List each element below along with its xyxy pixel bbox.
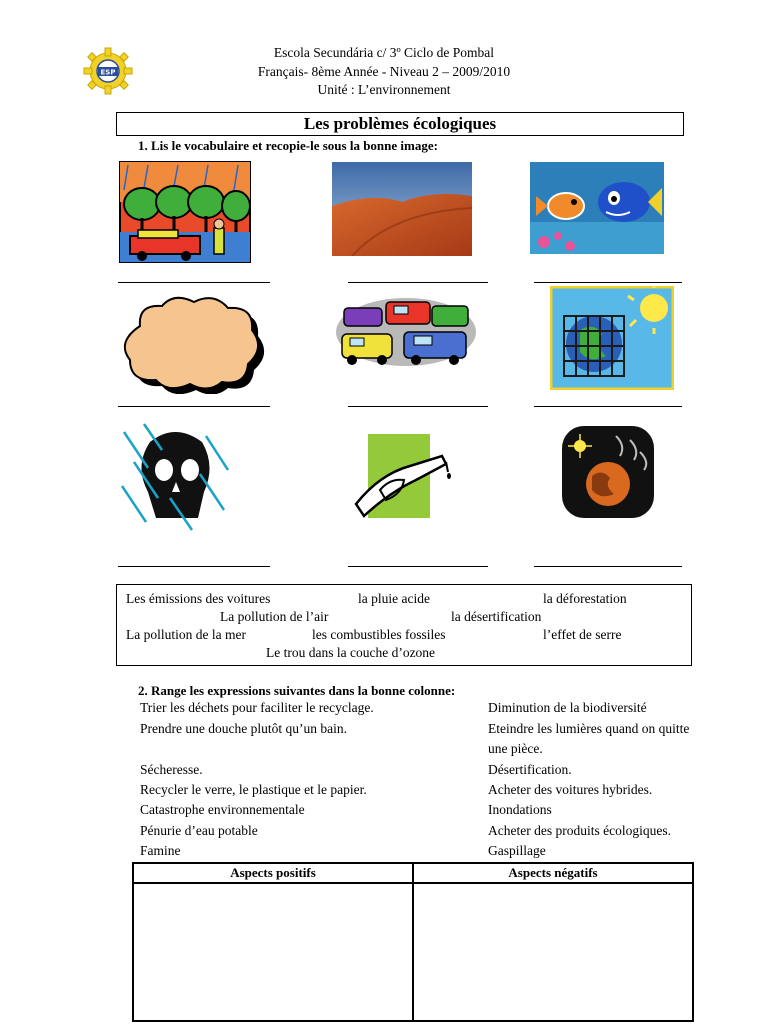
aspects-table <box>132 862 694 1022</box>
exercise2-instruction: 2. Range les expressions suivantes dans la bonne colonne: <box>138 683 456 698</box>
expression-item: Désertification. <box>488 762 572 777</box>
vocab-item: la déforestation <box>543 591 627 606</box>
greenhouse-globe-icon <box>550 286 674 390</box>
answer-blank-9[interactable] <box>534 566 682 567</box>
acid-rain-skull-icon <box>120 422 230 532</box>
expression-item: Catastrophe environnementale <box>140 802 305 817</box>
deforestation-icon <box>118 160 252 264</box>
traffic-jam-icon <box>334 294 478 372</box>
page-title: Les problèmes écologiques <box>116 112 684 136</box>
expression-item: Acheter des produits écologiques. <box>488 823 671 838</box>
fuel-nozzle-icon <box>350 434 454 520</box>
answer-blank-1[interactable] <box>118 282 270 283</box>
vocab-item: La pollution de l’air <box>220 609 329 624</box>
expression-item: Trier les déchets pour faciliter le recyclage. <box>140 700 374 715</box>
exercise1-instruction: 1. Lis le vocabulaire et recopie-le sous la bonne image: <box>138 138 438 153</box>
expression-item: Eteindre les lumières quand on quitte <box>488 721 690 736</box>
answer-blank-3[interactable] <box>534 282 682 283</box>
answer-blank-7[interactable] <box>118 566 270 567</box>
expression-item: Diminution de la biodiversité <box>488 700 647 715</box>
positive-aspects-cell[interactable] <box>133 883 413 1021</box>
course-info: Français- 8ème Année - Niveau 2 – 2009/2010 <box>257 64 511 79</box>
fish-icon <box>530 162 664 254</box>
vocabulary-box <box>116 584 692 666</box>
cloud-icon <box>116 290 266 394</box>
expression-item: Inondations <box>488 802 552 817</box>
positive-aspects-header: Aspects positifs <box>133 863 413 883</box>
expression-item: Sécheresse. <box>140 762 203 777</box>
expression-item: Famine <box>140 843 181 858</box>
school-name: Escola Secundária c/ 3º Ciclo de Pombal <box>273 45 495 60</box>
vocab-item: la pluie acide <box>358 591 430 606</box>
ozone-earth-icon <box>558 422 658 522</box>
unit-info: Unité : L’environnement <box>317 82 451 97</box>
expression-item: Pénurie d’eau potable <box>140 823 258 838</box>
expression-item: Prendre une douche plutôt qu’un bain. <box>140 721 347 736</box>
answer-blank-5[interactable] <box>348 406 488 407</box>
answer-blank-6[interactable] <box>534 406 682 407</box>
logo-text: ESP <box>100 68 116 77</box>
expression-item: Recycler le verre, le plastique et le papier. <box>140 782 367 797</box>
expression-item: une pièce. <box>488 741 543 756</box>
vocab-item: Le trou dans la couche d’ozone <box>266 645 436 660</box>
vocab-item: Les émissions des voitures <box>126 591 271 606</box>
vocab-item: La pollution de la mer <box>126 627 246 642</box>
vocab-item: les combustibles fossiles <box>312 627 446 642</box>
expression-item: Gaspillage <box>488 843 546 858</box>
negative-aspects-cell[interactable] <box>413 883 693 1021</box>
vocab-item: la désertification <box>451 609 542 624</box>
answer-blank-2[interactable] <box>348 282 488 283</box>
desert-icon <box>332 162 472 256</box>
vocab-item: l’effet de serre <box>543 627 622 642</box>
answer-blank-4[interactable] <box>118 406 270 407</box>
negative-aspects-header: Aspects négatifs <box>413 863 693 883</box>
expression-item: Acheter des voitures hybrides. <box>488 782 653 797</box>
answer-blank-8[interactable] <box>348 566 488 567</box>
